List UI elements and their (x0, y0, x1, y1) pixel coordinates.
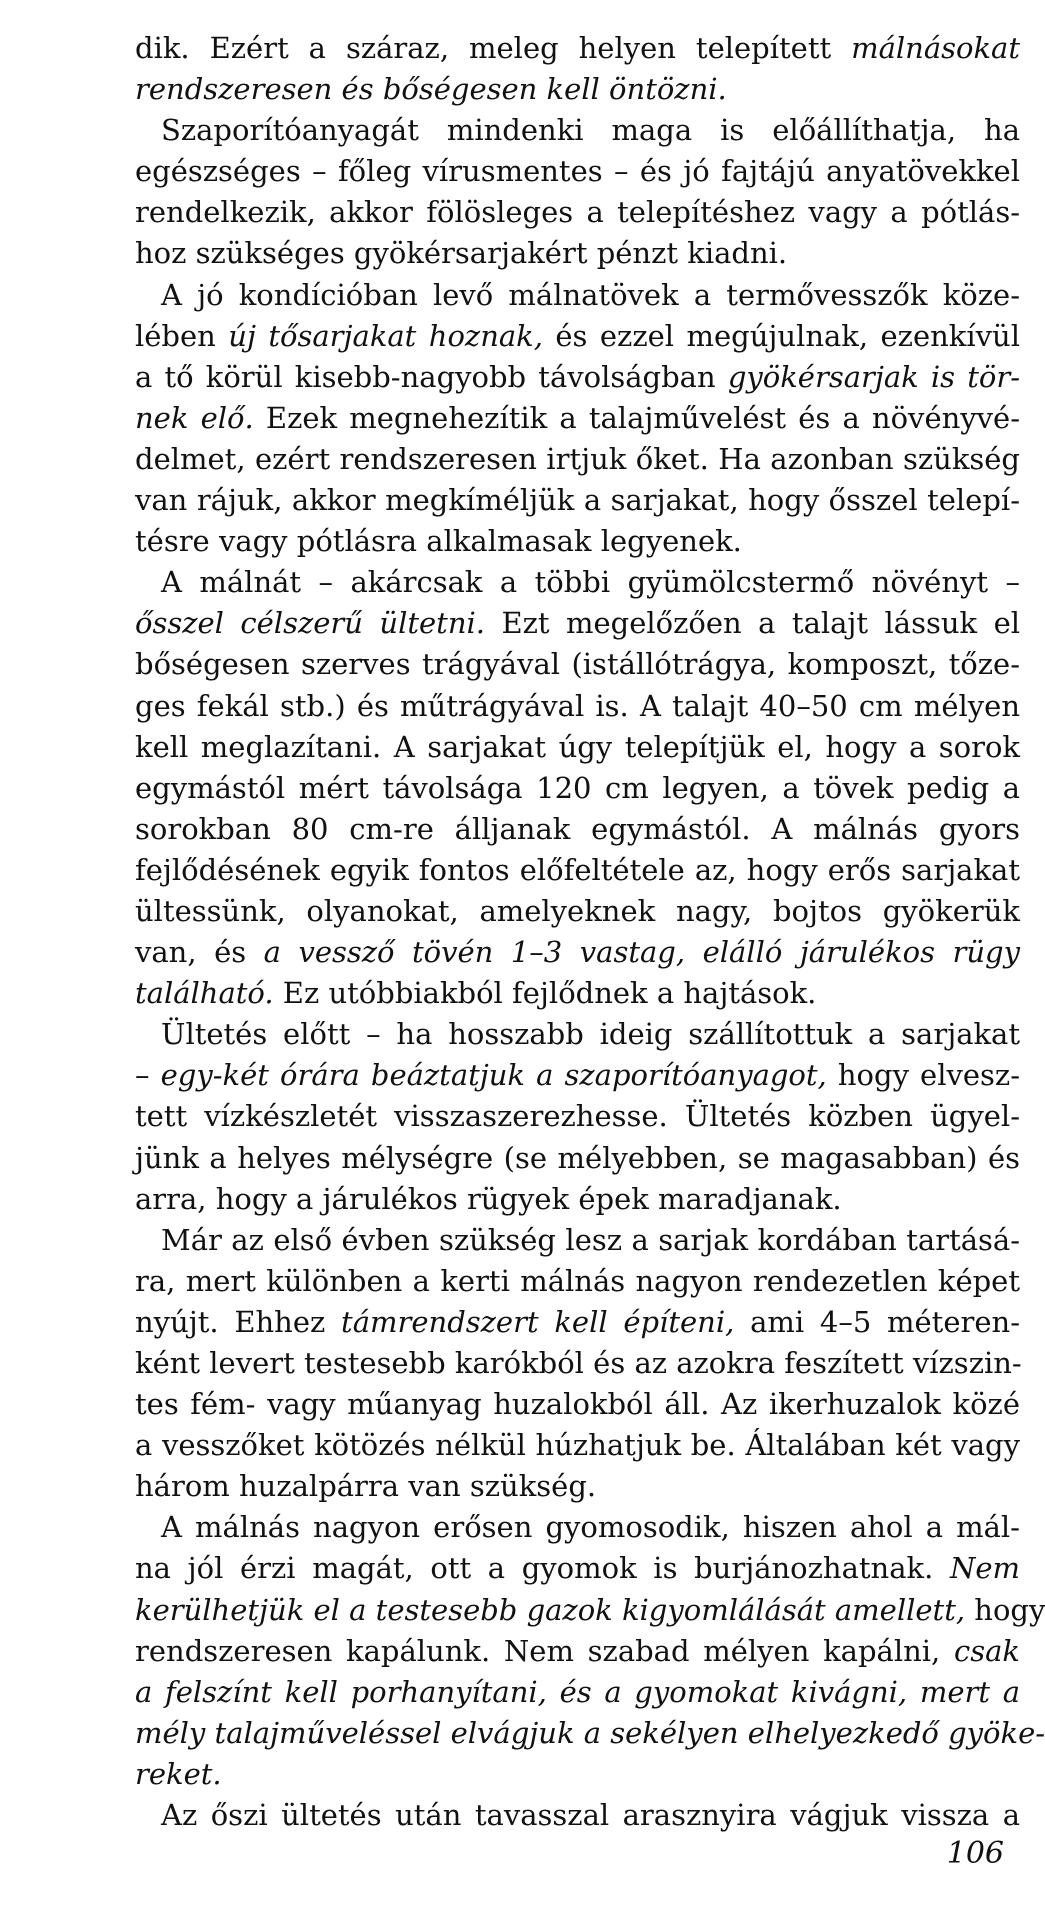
text-span: ként levert testesebb karókból és az azokra feszített vízszin- (135, 1346, 1022, 1380)
text-line (135, 768, 1020, 809)
text-span: – (135, 1058, 161, 1093)
text-line (135, 316, 1020, 357)
text-span: na jól érzi magát, ott a gyomok is burjánozhatnak. (135, 1551, 950, 1586)
text-line (135, 1590, 1045, 1631)
text-span: tésre vagy pótlásra alkalmasak legyenek. (135, 524, 742, 559)
text-line (135, 1754, 1020, 1795)
text-span: Az őszi ültetés után tavasszal arasznyira vágjuk vissza a (161, 1798, 1020, 1833)
text-line (135, 850, 1020, 891)
text-span: egészséges – főleg vírusmentes – és jó fajtájú anyatövekkel (135, 154, 1020, 189)
italic-text: egy-két órára beáztatjuk a szaporítóanyagot, (160, 1058, 827, 1093)
text-line (135, 480, 1020, 521)
text-line (135, 562, 1020, 603)
text-span: ra, mert különben a kerti málnás nagyon rendezetlen képet (135, 1263, 1020, 1298)
page-number: 106 (946, 1836, 1004, 1871)
text-span: rendelkezik, akkor fölösleges a telepítéshez vagy a pótlás- (135, 195, 1020, 230)
text-span: A jó kondícióban levő málnatövek a termővesszők köze- (161, 277, 1020, 312)
text-span: Ezt megelőzően a talajt lássuk el (485, 606, 1020, 641)
text-line (135, 891, 1020, 932)
text-line (135, 1138, 1020, 1179)
text-line (135, 973, 1020, 1014)
text-line (135, 1343, 1020, 1384)
text-line (135, 1302, 1020, 1343)
text-span: A málnát – akárcsak a többi gyümölcstermő növényt – (161, 565, 1020, 600)
text-span: Ezek megnehezítik a talajművelést és a növényvé- (253, 400, 1021, 435)
text-line (135, 110, 1020, 151)
text-span: ges fekál stb.) és műtrágyával is. A talajt 40–50 cm mélyen (135, 688, 1020, 723)
text-span: hogy elvesz- (826, 1058, 1020, 1093)
italic-text: gyökérsarjak is tör- (727, 359, 1020, 394)
text-span: egymástól mért távolsága 120 cm legyen, a tövek pedig a (135, 770, 1020, 805)
text-span: nyújt. Ehhez (135, 1304, 342, 1339)
text-line (135, 398, 1020, 439)
text-span: delmet, ezért rendszeresen irtjuk őket. Ha azonban szükség (135, 441, 1020, 476)
text-line (135, 809, 1020, 850)
italic-text: található. (135, 976, 274, 1011)
body-text (135, 28, 1045, 1836)
text-span: A málnás nagyon erősen gyomosodik, hiszen ahol a mál- (161, 1510, 1020, 1545)
text-span: sorokban 80 cm-re álljanak egymástól. A málnás gyors (135, 811, 1020, 846)
text-line (135, 1672, 1020, 1713)
text-span: a tő körül kisebb-nagyobb távolságban (135, 359, 728, 394)
text-span: Már az első évben szükség lesz a sarjak kordában tartásá- (161, 1222, 1020, 1257)
text-span: bőségesen szerves trágyával (istállótrágya, komposzt, tőze- (135, 647, 1020, 682)
italic-text: nek elő. (135, 400, 254, 435)
text-line (135, 727, 1020, 768)
italic-text: rendszeresen és bőségesen kell öntözni. (135, 72, 727, 107)
text-span: kell meglazítani. A sarjakat úgy telepítjük el, hogy a sorok (135, 729, 1020, 764)
text-line (135, 1507, 1020, 1548)
text-line (135, 28, 1020, 69)
text-line (135, 1713, 1045, 1754)
text-span: a vesszőket kötözés nélkül húzhatjuk be. Általában két vagy (135, 1428, 1020, 1463)
italic-text: csak (954, 1633, 1020, 1668)
text-line (135, 275, 1020, 316)
text-span: hogy (965, 1592, 1045, 1627)
text-span: rendszeresen kapálunk. Nem szabad mélyen kapálni, (135, 1633, 954, 1668)
italic-text: reket. (135, 1756, 222, 1791)
text-line (135, 521, 1020, 562)
italic-text: támrendszert kell építeni, (341, 1304, 735, 1339)
text-span: jünk a helyes mélységre (se mélyebben, se magasabban) és (135, 1140, 1020, 1175)
text-line (135, 1014, 1020, 1055)
text-line (135, 69, 1020, 110)
text-span: arra, hogy a járulékos rügyek épek maradjanak. (135, 1181, 842, 1216)
text-span: van rájuk, akkor megkíméljük a sarjakat, hogy ősszel telepí- (135, 483, 1020, 518)
text-line (135, 1220, 1020, 1261)
text-line (135, 1425, 1020, 1466)
text-line (135, 1179, 1020, 1220)
italic-text: a vessző tövén 1–3 vastag, elálló járulékos rügy (263, 935, 1020, 970)
text-line (135, 932, 1020, 973)
text-span: lében (135, 318, 229, 353)
italic-text: ősszel célszerű ültetni. (135, 606, 485, 641)
italic-text: Nem (949, 1551, 1020, 1586)
text-line (135, 357, 1020, 398)
text-span: tes fém- vagy műanyag huzalokból áll. Az ikerhuzalok közé (135, 1387, 1020, 1422)
text-line (135, 192, 1020, 233)
text-line (135, 644, 1020, 685)
text-line (135, 1795, 1020, 1836)
text-line (135, 439, 1020, 480)
text-line (135, 1384, 1020, 1425)
text-span: fejlődésének egyik fontos előfeltétele az, hogy erős sarjakat (135, 852, 1020, 887)
text-line (135, 1466, 1020, 1507)
text-span: ami 4–5 méteren- (734, 1304, 1020, 1339)
text-line (135, 1631, 1020, 1672)
text-span: ültessünk, olyanokat, amelyeknek nagy, bojtos gyökerük (135, 893, 1020, 928)
text-span: dik. Ezért a száraz, meleg helyen telepített (135, 31, 852, 65)
text-line (135, 233, 1020, 274)
text-line (135, 151, 1020, 192)
text-line (135, 1096, 1020, 1137)
text-span: tett vízkészletét visszaszerezhesse. Ültetés közben ügyel- (135, 1099, 1020, 1134)
text-line (135, 1261, 1020, 1302)
italic-text: málnásokat (851, 31, 1020, 65)
text-span: Szaporítóanyagát mindenki maga is előállíthatja, ha (161, 113, 1020, 148)
text-line (135, 1055, 1020, 1096)
italic-text: új tősarjakat hoznak, (228, 318, 543, 353)
text-line (135, 686, 1020, 727)
text-line (135, 1548, 1020, 1589)
text-span: Ültetés előtt – ha hosszabb ideig szállítottuk a sarjakat (161, 1017, 1020, 1052)
text-span: van, és (135, 935, 264, 970)
text-span: hoz szükséges gyökérsarjakért pénzt kiadni. (135, 236, 788, 271)
italic-text: kerülhetjük el a testesebb gazok kigyomlálását amellett, (135, 1592, 966, 1627)
text-span: három huzalpárra van szükség. (135, 1469, 597, 1504)
text-span: Ez utóbbiakból fejlődnek a hajtások. (273, 976, 817, 1011)
italic-text: a felszínt kell porhanyítani, és a gyomokat kivágni, mert a (135, 1674, 1020, 1709)
text-line (135, 603, 1020, 644)
text-span: és ezzel megújulnak, ezenkívül (542, 318, 1020, 353)
italic-text: mély talajműveléssel elvágjuk a sekélyen elhelyezkedő gyöke- (135, 1715, 1045, 1750)
